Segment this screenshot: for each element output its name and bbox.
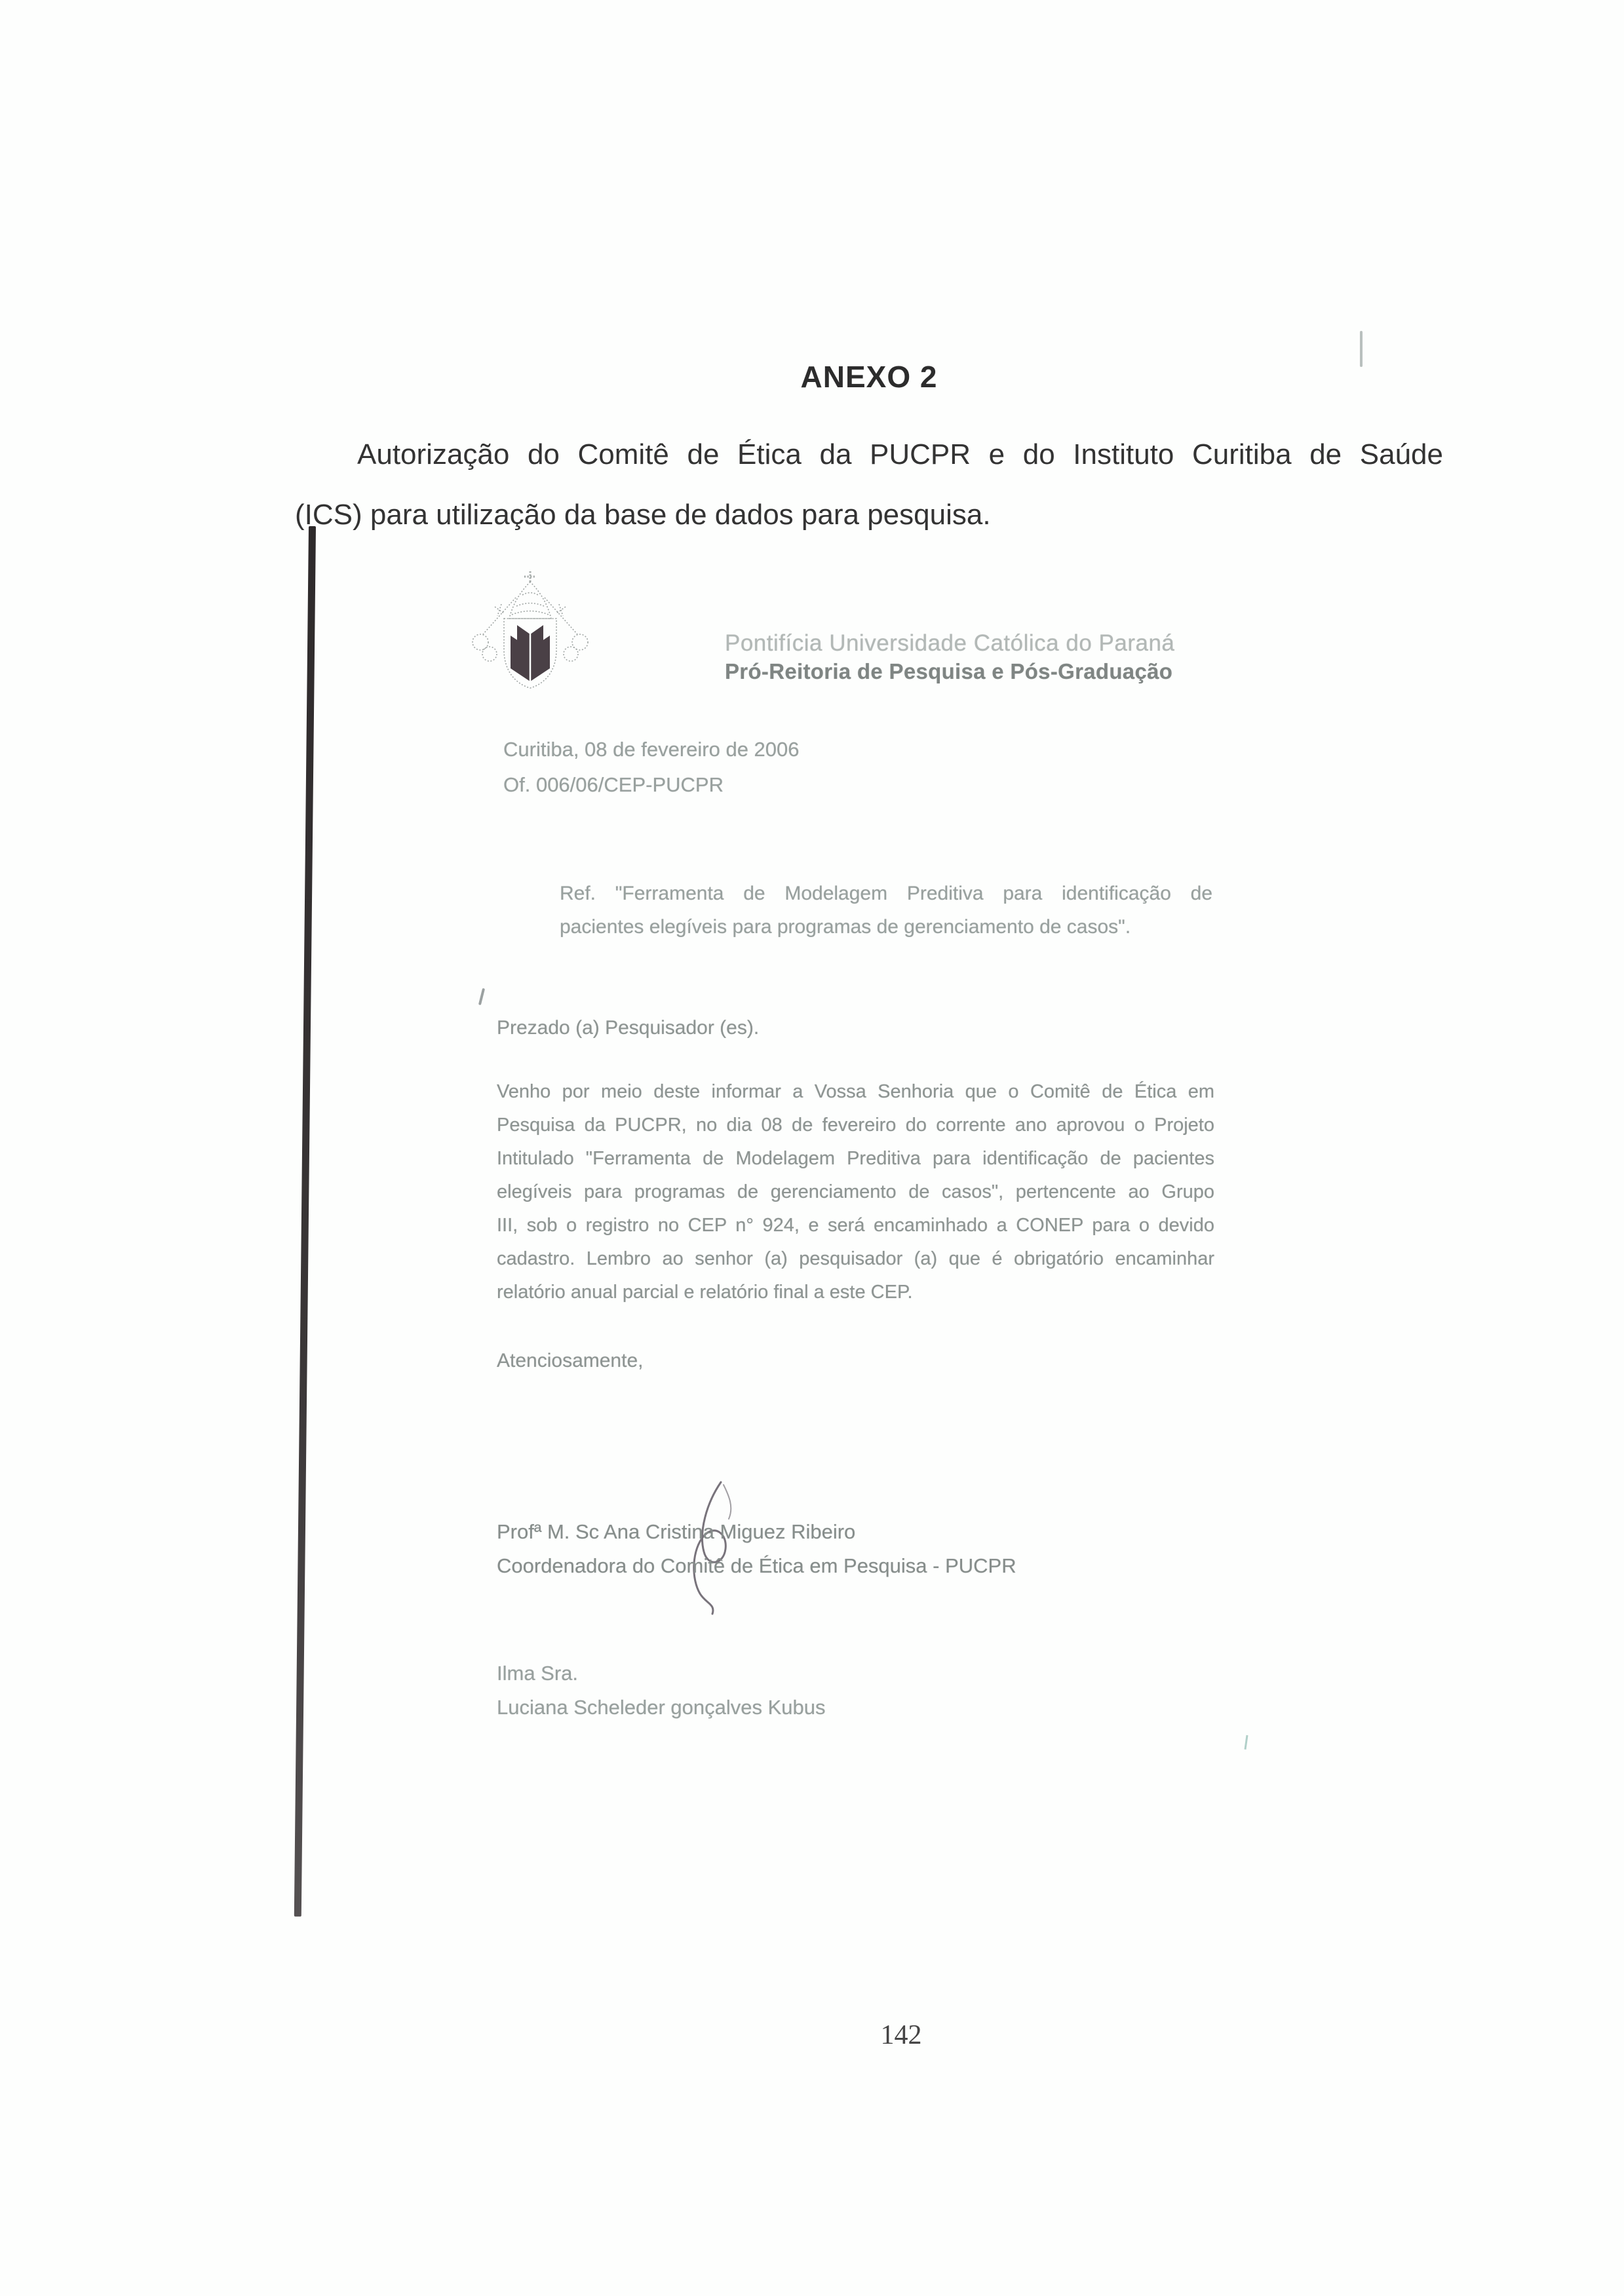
letter-salutation: Prezado (a) Pesquisador (es). bbox=[497, 1017, 760, 1039]
intro-line-1: Autorização do Comitê de Ética da PUCPR e do Instituto Curitiba de Saúde bbox=[357, 438, 1443, 470]
letter-closing: Atenciosamente, bbox=[497, 1350, 644, 1371]
page-number: 142 bbox=[880, 2020, 922, 2050]
body-line: Intitulado "Ferramenta de Modelagem Preditiva para identificação de pacientes bbox=[497, 1148, 1214, 1169]
addressee-block bbox=[497, 1656, 826, 1725]
body-line: relatório anual parcial e relatório final a este CEP. bbox=[497, 1282, 913, 1303]
pucpr-papal-crest-icon bbox=[461, 569, 600, 716]
body-line: cadastro. Lembro ao senhor (a) pesquisador (a) que é obrigatório encaminhar bbox=[497, 1248, 1214, 1269]
letter-ref-block bbox=[560, 877, 1212, 944]
letter-date-line: Curitiba, 08 de fevereiro de 2006 bbox=[503, 738, 800, 761]
signer-name: Profª M. Sc Ana Cristina Miguez Ribeiro bbox=[497, 1520, 856, 1543]
scan-edge-artifact-line bbox=[294, 526, 316, 1917]
addressee-name: Luciana Scheleder gonçalves Kubus bbox=[497, 1696, 826, 1719]
letterhead-university-name: Pontifícia Universidade Católica do Paraná bbox=[725, 630, 1175, 656]
body-line: III, sob o registro no CEP n° 924, e será encaminhado a CONEP para o devido bbox=[497, 1215, 1214, 1236]
intro-paragraph bbox=[295, 425, 1443, 545]
signer-title: Coordenadora do Comitê de Ética em Pesquisa - PUCPR bbox=[497, 1554, 1016, 1577]
body-line: Pesquisa da PUCPR, no dia 08 de fevereiro do corrente ano aprovou o Projeto bbox=[497, 1115, 1214, 1136]
intro-line-2: (ICS) para utilização da base de dados para pesquisa. bbox=[295, 499, 991, 531]
stray-mark bbox=[1360, 331, 1363, 367]
stray-mark bbox=[478, 988, 485, 1005]
letter-body-paragraph bbox=[497, 1075, 1214, 1309]
body-line: Venho por meio deste informar a Vossa Senhoria que o Comitê de Ética em bbox=[497, 1081, 1214, 1102]
stray-mark bbox=[1244, 1735, 1248, 1750]
signature-block bbox=[497, 1515, 1016, 1583]
body-line: elegíveis para programas de gerenciamento de casos", pertencente ao Grupo bbox=[497, 1181, 1214, 1202]
letter-reference-number: Of. 006/06/CEP-PUCPR bbox=[503, 773, 724, 796]
addressee-salutation: Ilma Sra. bbox=[497, 1662, 579, 1685]
ref-line-2: pacientes elegíveis para programas de gerenciamento de casos". bbox=[560, 916, 1131, 938]
annex-title: ANEXO 2 bbox=[800, 360, 938, 394]
letterhead-department-name: Pró-Reitoria de Pesquisa e Pós-Graduação bbox=[725, 659, 1173, 683]
ref-line-1: Ref. "Ferramenta de Modelagem Preditiva para identificação de bbox=[560, 883, 1212, 904]
